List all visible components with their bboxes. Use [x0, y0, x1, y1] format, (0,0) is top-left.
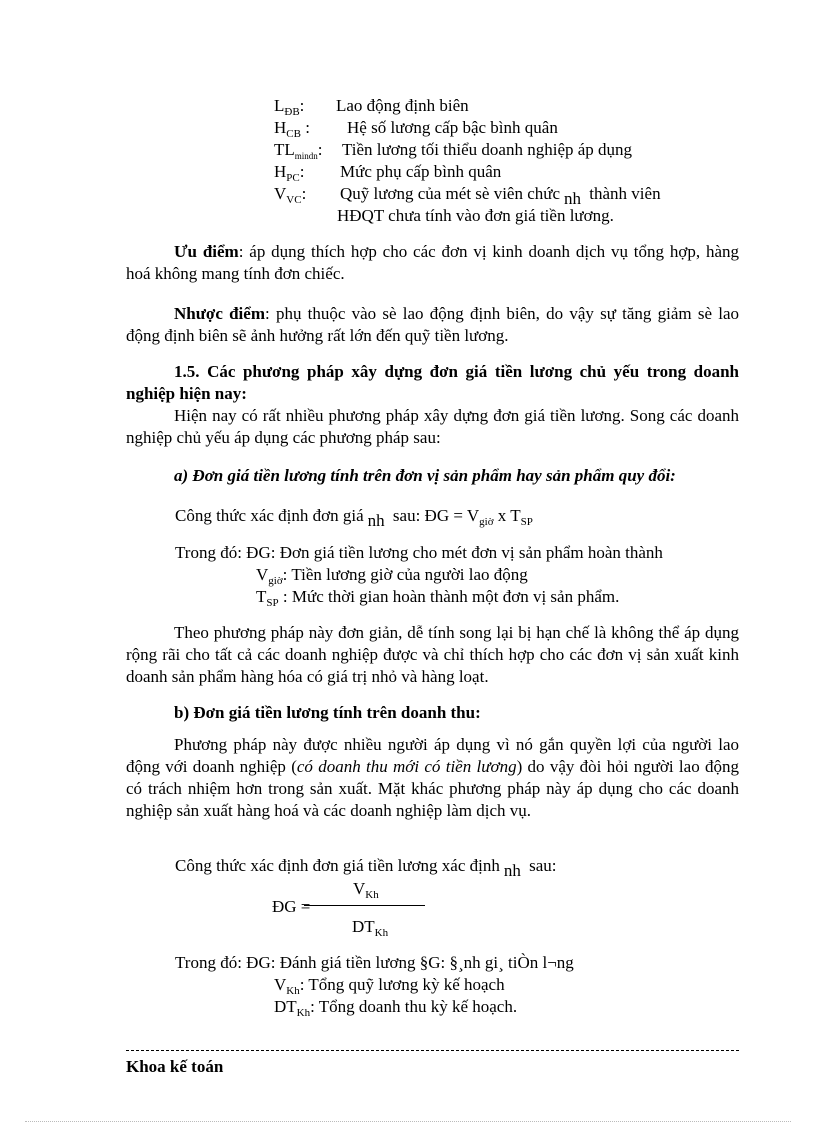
legend-item-ldb: $L_{ĐB}$: [274, 96, 305, 118]
disadvantages-paragraph: Nhược điểm: phụ thuộc vào sè lao động định biên, do vậy sự tăng giảm sè lao động định biên sẽ ảnh hưởng rất lớn đến quỹ tiền lương. [126, 304, 739, 345]
page-bottom-edge [25, 1121, 791, 1122]
legend-desc-hpc: Mức phụ cấp bình quân [340, 162, 502, 181]
section-b-formula-intro: Công thức xác định đơn giá tiền lương xác định nh sau: [175, 856, 557, 880]
section-a-where-2: $V_{giờ}$: Tiền lương giờ của người lao động [256, 565, 528, 587]
section-b-where-1: Trong đó: ĐG: Đánh giá tiền lương §G: §¸nh gi¸ tiÒn l¬ng [175, 953, 574, 972]
section-a-formula: Công thức xác định đơn giá nh sau: ĐG = $V_{giờ}$ x $T_{SP}$ [175, 506, 533, 530]
legend-desc-vvc-cont: HĐQT chưa tính vào đơn giá tiền lương. [337, 206, 614, 225]
legend-desc-ldb: Lao động định biên [336, 96, 469, 115]
section-a-where-1: Trong đó: ĐG: Đơn giá tiền lương cho mét đơn vị sản phẩm hoàn thành [175, 543, 663, 562]
section-a-heading: a) Đơn giá tiền lương tính trên đơn vị sản phẩm hay sản phẩm quy đổi: [174, 466, 676, 485]
legend-desc-tl: Tiền lương tối thiểu doanh nghiệp áp dụng [342, 140, 633, 159]
section-a-where-3: $T_{SP}$ : Mức thời gian hoàn thành một đơn vị sản phẩm. [256, 587, 620, 609]
section-b-where-3: $DT_{Kh}$: Tổng doanh thu kỳ kế hoạch. [274, 997, 518, 1019]
legend-item-hcb: $H_{CB}$ : [274, 118, 310, 140]
fraction-line [304, 905, 425, 906]
fraction-numerator: $V_{Kh}$ [353, 879, 379, 901]
fraction-denominator: $DT_{Kh}$ [352, 917, 389, 939]
footer-divider [126, 1050, 739, 1051]
section-a-paragraph: Theo phương pháp này đơn giản, dễ tính song lại bị hạn chế là không thể áp dụng rộng rãi cho tất cả các doanh nghiệp được và chỉ thích hợp cho các đơn vị sản xuất kinh doanh sản phẩm hàng hóa có giá trị nhỏ và hàng loạt. [126, 623, 739, 686]
section-b-paragraph: Phương pháp này được nhiều người áp dụng vì nó gắn quyền lợi của người lao động với doanh nghiệp (có doanh thu mới có tiền lương) do vậy đòi hỏi người lao động có trách nhiệm hơn trong sản xuất. Mặt khác phương pháp này áp dụng cho các doanh nghiệp sản xuất hàng hoá và các doanh nghiệp làm dịch vụ. [126, 735, 739, 820]
legend-desc-vvc: Quỹ lương của mét sè viên chức nh thành viên [340, 184, 661, 208]
footer-department: Khoa kế toán [126, 1057, 224, 1076]
fraction-lhs: ĐG = [272, 897, 311, 916]
section-1-5-heading: 1.5. Các phương pháp xây dựng đơn giá tiền lương chủ yếu trong doanh nghiệp hiện nay: [126, 362, 739, 403]
section-b-where-2: $V_{Kh}$: Tổng quỹ lương kỳ kế hoạch [274, 975, 505, 997]
legend-item-hpc: $H_{PC}$: [274, 162, 305, 184]
legend-item-tl: $TL_{mindn}$: [274, 140, 323, 161]
advantages-paragraph: Ưu điểm: áp dụng thích hợp cho các đơn vị kinh doanh dịch vụ tổng hợp, hàng hoá không mang tính đơn chiếc. [126, 242, 739, 283]
legend-item-vvc: $V_{VC}$: [274, 184, 307, 206]
section-1-5-intro: Hiện nay có rất nhiều phương pháp xây dựng đơn giá tiền lương. Song các doanh nghiệp chủ yếu áp dụng các phương pháp sau: [126, 406, 739, 447]
section-b-heading: b) Đơn giá tiền lương tính trên doanh thu: [174, 703, 481, 722]
legend-desc-hcb: Hệ số lương cấp bậc bình quân [347, 118, 558, 137]
